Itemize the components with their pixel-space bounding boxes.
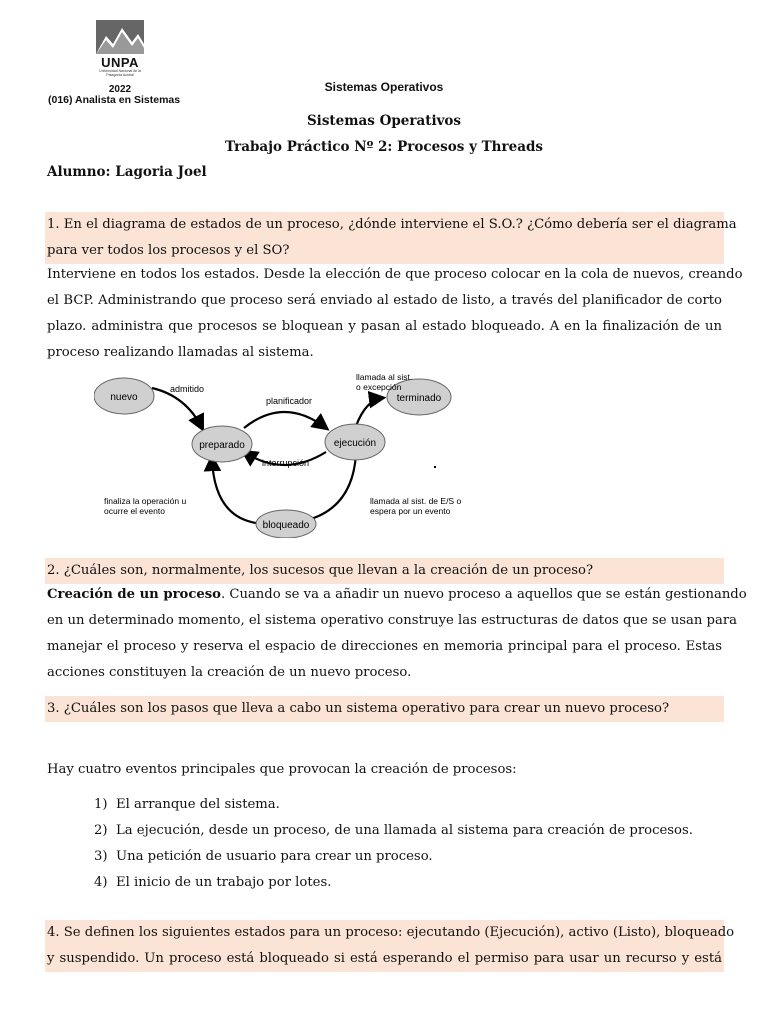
list-number: 1): [94, 797, 108, 812]
events-list: [94, 792, 693, 896]
assignment-title: Trabajo Práctico Nº 2: Procesos y Threads: [225, 139, 543, 155]
label-es-1: llamada al sist. de E/S o: [370, 496, 462, 506]
answer-2-line: manejar el proceso y reserva el espacio de direcciones en memoria principal para el proceso. Estas: [47, 639, 722, 654]
list-number: 2): [94, 823, 108, 838]
list-text: El arranque del sistema.: [116, 797, 280, 812]
label-finaliza-2: ocurre el evento: [104, 506, 165, 516]
list-text: La ejecución, desde un proceso, de una llamada al sistema para creación de procesos.: [116, 823, 693, 838]
label-planificador: planificador: [266, 396, 313, 406]
year: 2022: [108, 84, 132, 95]
node-ejecucion-label: ejecución: [333, 438, 377, 449]
question-2: [45, 558, 724, 584]
answer-2-lead: Creación de un proceso: [47, 587, 221, 602]
label-es-2: espera por un evento: [370, 506, 451, 516]
answer-3-intro: [47, 757, 722, 783]
unpa-logo: [96, 20, 144, 60]
list-text: El inicio de un trabajo por lotes.: [116, 875, 332, 890]
list-item: [94, 792, 693, 818]
edge-finaliza: [212, 458, 256, 523]
stray-dot: [434, 466, 436, 468]
answer-1-line: proceso realizando llamadas al sistema.: [47, 345, 314, 360]
list-number: 4): [94, 875, 108, 890]
node-bloqueado-label: bloqueado: [262, 520, 310, 531]
header-title: Sistemas Operativos: [324, 80, 444, 94]
career-label: (016) Analista en Sistemas: [48, 94, 181, 106]
list-item: [94, 870, 693, 896]
answer-2-line: [47, 582, 747, 608]
answer-1: [47, 262, 743, 366]
answer-2-line: en un determinado momento, el sistema operativo construye las estructuras de datos que se usan para: [47, 613, 737, 628]
institution-subtitle: Universidad Nacional de la Patagonia Austral: [99, 69, 141, 77]
edge-planificador: [244, 412, 326, 428]
label-llamada-1: llamada al sist.: [356, 372, 413, 382]
question-4-line: 4. Se definen los siguientes estados para un proceso: ejecutando (Ejecución), activo (Listo), bloqueado: [47, 925, 735, 940]
answer-2: [47, 582, 747, 686]
answer-2-text: . Cuando se va a añadir un nuevo proceso a aquellos que se están gestionando: [220, 587, 747, 602]
node-terminado-label: terminado: [396, 393, 442, 404]
process-state-diagram: [94, 366, 504, 538]
question-4-line: y suspendido. Un proceso está bloqueado si está esperando el permiso para usar un recurso y está: [47, 951, 722, 966]
question-3: [45, 696, 724, 722]
edge-llamada: [356, 398, 382, 426]
answer-1-line: plazo. administra que procesos se bloquean y pasan al estado bloqueado. A en la finalización de un: [47, 319, 722, 334]
answer-3-intro-line: Hay cuatro eventos principales que provocan la creación de procesos:: [47, 762, 517, 777]
question-3-line: 3. ¿Cuáles son los pasos que lleva a cabo un sistema operativo para crear un nuevo proceso?: [47, 701, 670, 716]
node-preparado-label: preparado: [199, 440, 245, 451]
list-item: [94, 818, 693, 844]
edge-admitido: [152, 388, 202, 428]
list-item: [94, 844, 693, 870]
question-1-line: 1. En el diagrama de estados de un proceso, ¿dónde interviene el S.O.? ¿Cómo debería ser el diagrama: [47, 217, 737, 232]
answer-2-line: acciones constituyen la creación de un nuevo proceso.: [47, 665, 412, 680]
list-text: Una petición de usuario para crear un proceso.: [116, 849, 433, 864]
list-number: 3): [94, 849, 108, 864]
label-llamada-2: o excepción: [356, 382, 402, 392]
question-1-line: para ver todos los procesos y el SO?: [47, 243, 290, 258]
student-name: Alumno: Lagoria Joel: [47, 164, 207, 180]
question-4: [45, 920, 735, 972]
institution-name: UNPA: [101, 55, 139, 70]
question-2-line: 2. ¿Cuáles son, normalmente, los sucesos que llevan a la creación de un proceso?: [47, 563, 594, 578]
label-admitido: admitido: [170, 384, 205, 394]
subject-title: Sistemas Operativos: [306, 113, 462, 129]
answer-1-line: el BCP. Administrando que proceso será enviado al estado de listo, a través del planificador de corto: [47, 293, 722, 308]
label-interrupcion: interrupción: [262, 458, 310, 468]
node-nuevo-label: nuevo: [110, 392, 138, 403]
label-finaliza-1: finaliza la operación u: [104, 496, 187, 506]
answer-1-line: Interviene en todos los estados. Desde la elección de que proceso colocar en la cola de nuevos, creando: [47, 267, 743, 282]
question-1: [45, 212, 737, 264]
